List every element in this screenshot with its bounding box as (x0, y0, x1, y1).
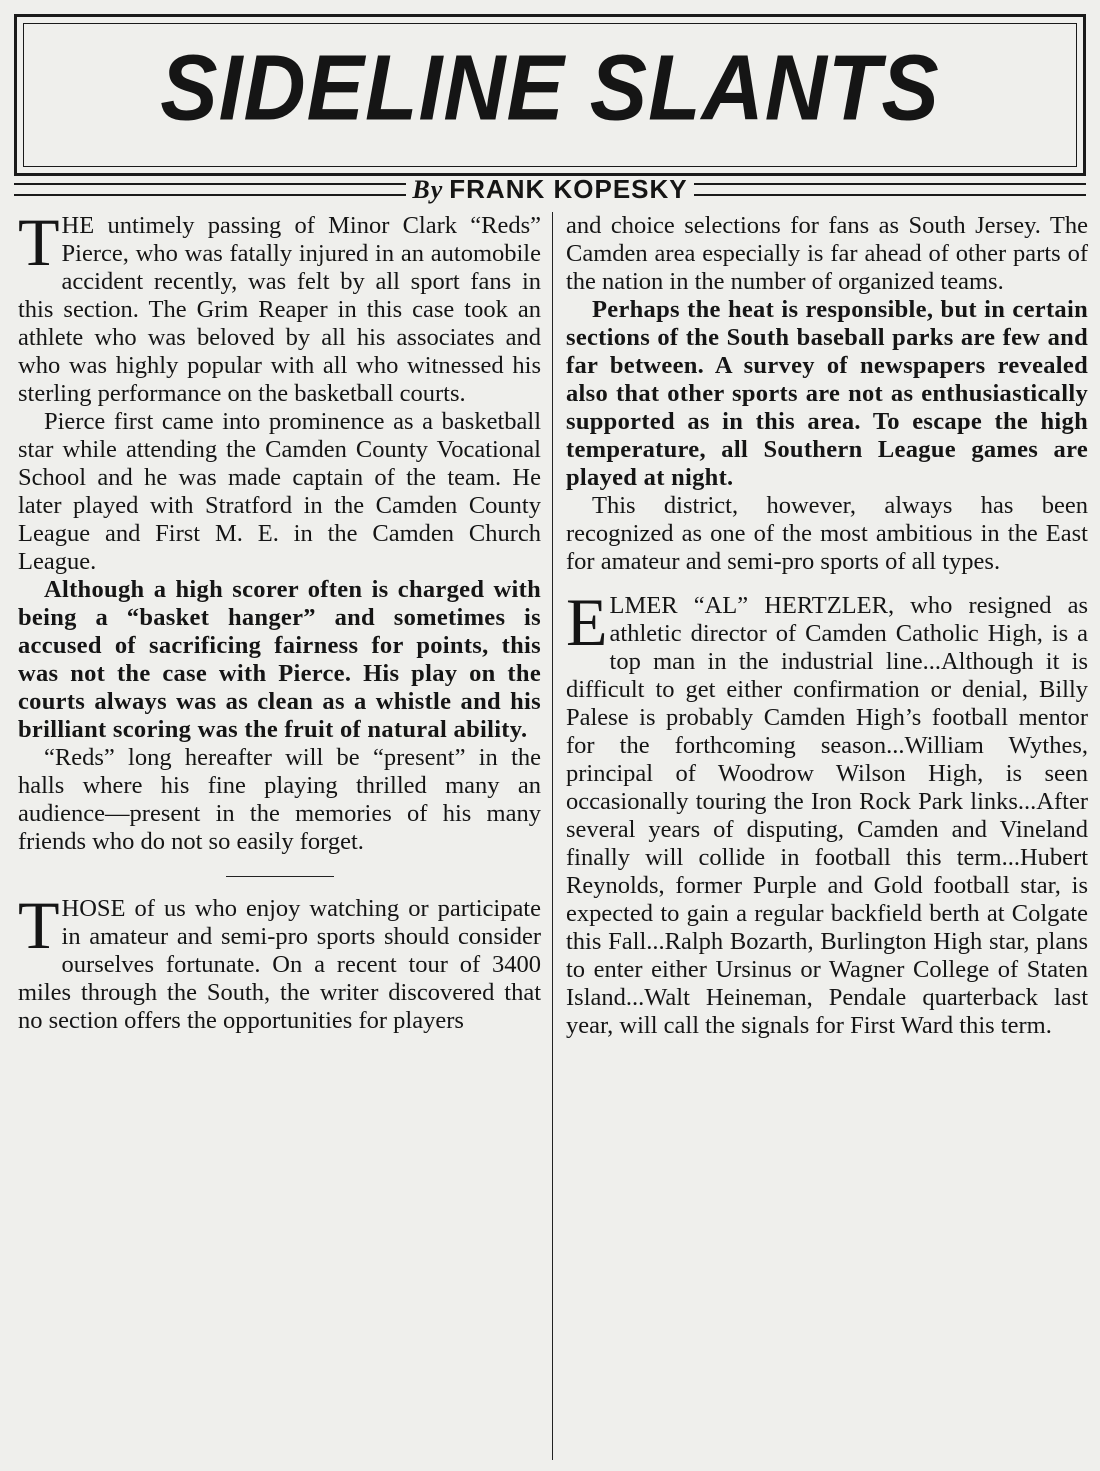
masthead-title: SIDELINE SLANTS (160, 36, 940, 140)
paragraph-text: who resigned as athletic director of Camden Catholic High, is a top man in the industrial line...Although it is difficult to get either confirmation or denial, Billy Palese is probably Camden High’s football mentor for the forthcoming season...William Wythes, principal of Woodrow Wilson High, is seen occasionally touring the Iron Rock Park links...After several years of disputing, Camden and Vineland finally will collide in football this term...Hubert Reynolds, former Purple and Gold football star, is expected to gain a regular backfield berth at Colgate this Fall...Ralph Bozarth, Burlington High star, plans to enter either Ursinus or Wagner College of Staten Island...Walt Heineman, Pendale quarterback last year, will call the signals for First Ward this term. (566, 592, 1088, 1039)
section-separator (226, 876, 334, 877)
dropcap: T (18, 204, 60, 280)
byline (406, 174, 693, 205)
left-column (18, 204, 541, 1035)
paragraph-pierce-memory: “Reds” long hereafter will be “present” in the halls where his fine playing thrilled many an audience—present in the memories of his many friends who do not so easily forget. (18, 744, 541, 855)
paragraph-district: This district, however, always has been recognized as one of the most ambitious in the East for amateur and semi-pro sports of all types. (566, 492, 1088, 575)
masthead-box (14, 14, 1086, 176)
dropcap: E (566, 584, 608, 660)
byline-prefix: By (412, 174, 444, 204)
section-gap (566, 576, 1088, 592)
paragraph-continuation: and choice selections for fans as South Jersey. The Camden area especially is far ahead of other parts of the nation in the number of organized teams. (566, 212, 1088, 295)
paragraph-notes (566, 584, 1088, 1040)
paragraph-pierce-career: Pierce first came into prominence as a basketball star while attending the Camden County Vocational School and he was made captain of the team. He later played with Stratford in the Camden County League and First M. E. in the Camden Church League. (18, 408, 541, 575)
paragraph-text: untimely passing of Minor Clark “Reds” Pierce, who was fatally injured in an automobile accident recently, was felt by all sport fans in this section. The Grim Reaper in this case took an athlete who was beloved by all his associates and who was highly popular with all who witnessed his sterling performance on the basketball courts. (18, 212, 541, 407)
paragraph-amateur-sports (18, 887, 541, 1035)
paragraph-pierce-bold: Although a high scorer often is charged with being a “basket hanger” and sometimes is accused of sacrificing fairness for points, this was not the case with Pierce. His play on the courts always was as clean as a whistle and his brilliant scoring was the fruit of natural ability. (18, 576, 541, 743)
byline-row (14, 174, 1086, 204)
paragraph-south-bold: Perhaps the heat is responsible, but in certain sections of the South baseball parks are few and far between. A survey of newspapers revealed also that other sports are not as enthusiastically supported as in this area. To escape the high temperature, all Southern League games are played at night. (566, 296, 1088, 491)
column-divider (552, 212, 553, 1460)
lead-word: HE (61, 212, 95, 239)
right-column (566, 212, 1088, 1040)
byline-rule-right (694, 183, 1086, 196)
byline-rule-left (14, 183, 406, 196)
byline-author: FRANK KOPESKY (449, 173, 688, 204)
lead-word: LMER “AL” HERTZLER, (609, 592, 895, 619)
paragraph-pierce-intro (18, 204, 541, 408)
dropcap: T (18, 887, 60, 963)
paragraph-text: of us who enjoy watching or participate in amateur and semi-pro sports should consider ourselves fortunate. On a recent tour of 3400 miles through the South, the writer discovered that no section offers the opportunities for players (18, 895, 541, 1034)
lead-word: HOSE (61, 895, 126, 922)
